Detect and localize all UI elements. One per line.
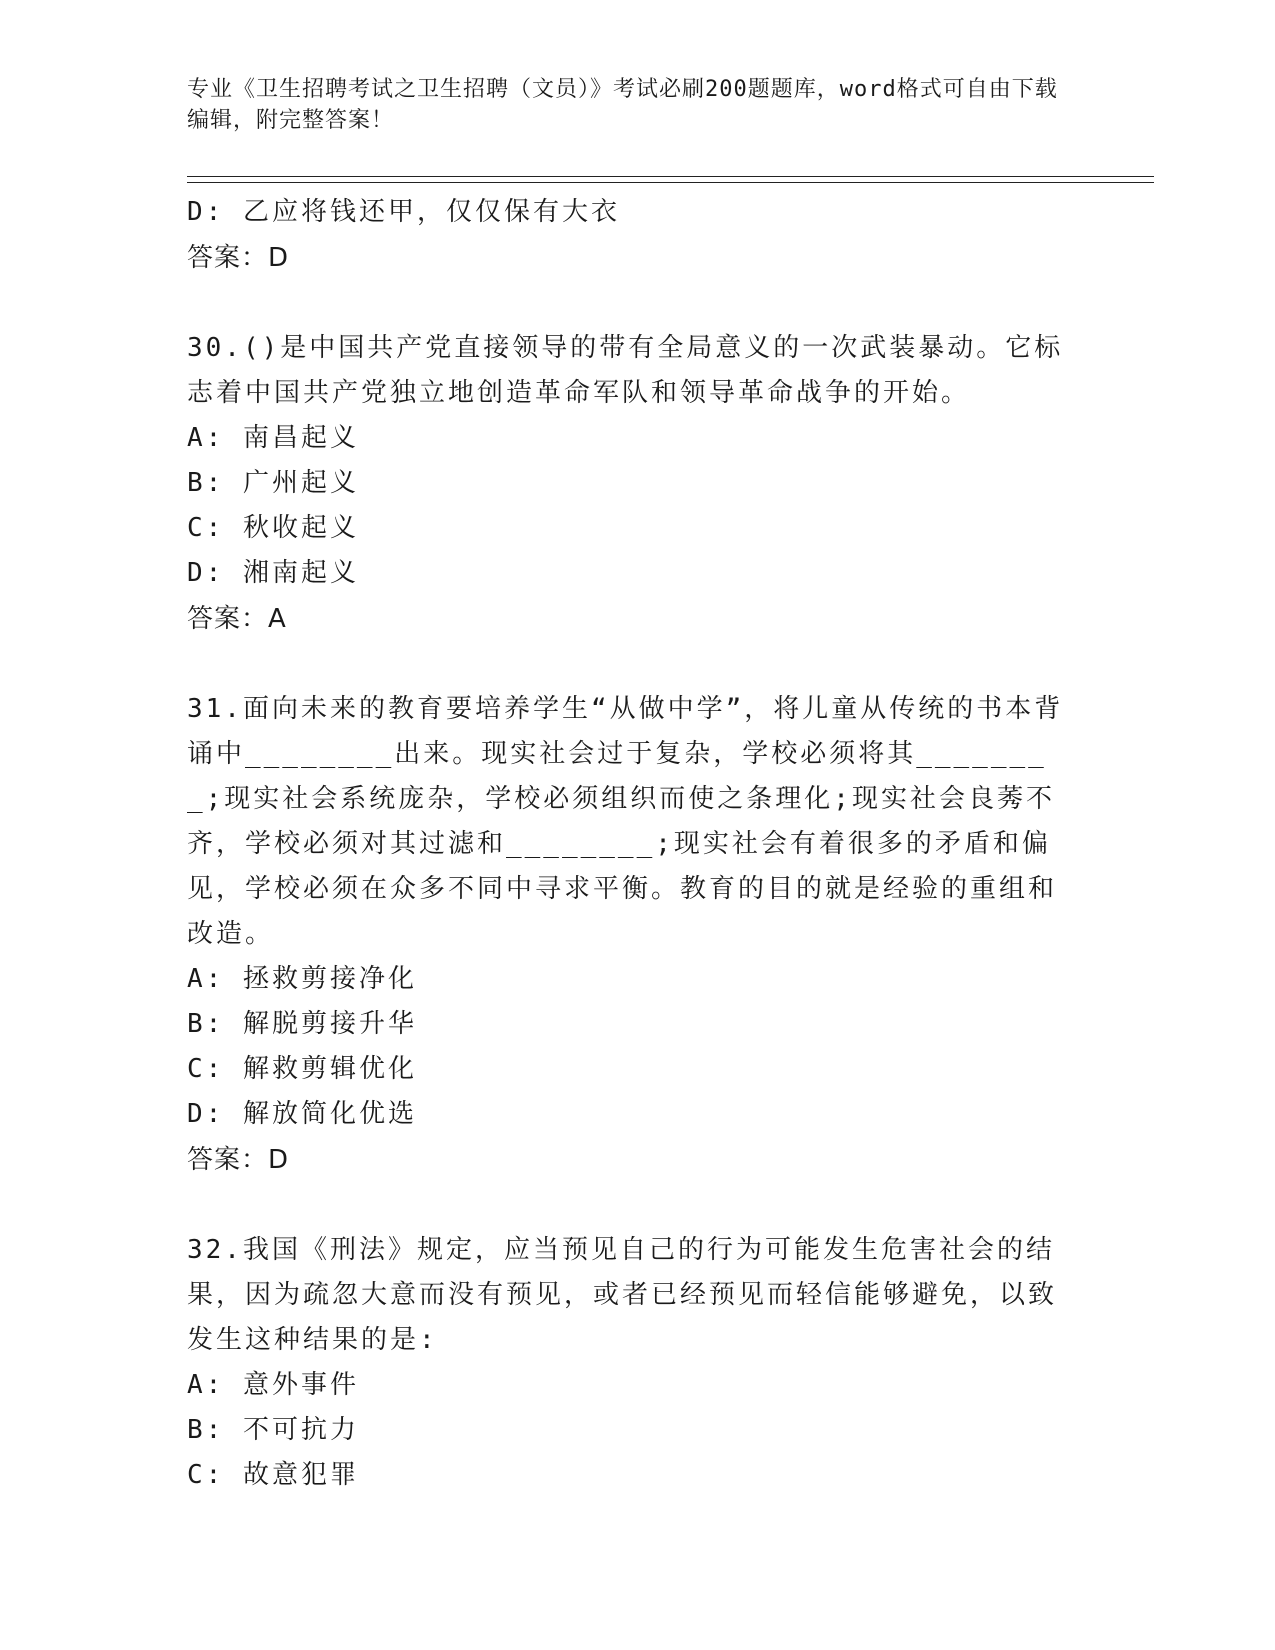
question-31 <box>187 687 1067 1183</box>
question-stem: 32.我国《刑法》规定，应当预见自己的行为可能发生危害社会的结果，因为疏忽大意而没有预见，或者已经预见而轻信能够避免，以致发生这种结果的是: <box>187 1235 1058 1355</box>
question-30 <box>187 326 1067 642</box>
option-b: B: 不可抗力 <box>187 1415 359 1445</box>
question-stem: 31.面向未来的教育要培养学生“从做中学”，将儿童从传统的书本背诵中________出来。现实社会过于复杂，学校必须将其________;现实社会系统庞杂，学校必须组织而使之条理化;现实社会良莠不齐，学校必须对其过滤和________;现实社会有着很多的矛盾和偏见，学校必须在众多不同中寻求平衡。教育的目的就是经验的重组和改造。 <box>187 694 1064 949</box>
header-divider-bottom <box>187 182 1154 183</box>
option-b: B: 广州起义 <box>187 468 359 498</box>
option-c: C: 故意犯罪 <box>187 1460 359 1490</box>
option-a: A: 意外事件 <box>187 1370 359 1400</box>
answer: 答案：D <box>187 243 290 273</box>
answer: 答案：D <box>187 1145 290 1175</box>
header-divider-top <box>187 176 1154 177</box>
answer: 答案：A <box>187 604 287 634</box>
question-29 <box>187 190 1067 281</box>
option-d: D: 湘南起义 <box>187 558 359 588</box>
option-c: C: 秋收起义 <box>187 513 359 543</box>
option-d: D: 乙应将钱还甲，仅仅保有大衣 <box>187 197 620 227</box>
option-a: A: 拯救剪接净化 <box>187 964 417 994</box>
question-stem: 30.()是中国共产党直接领导的带有全局意义的一次武装暴动。它标志着中国共产党独立地创造革命军队和领导革命战争的开始。 <box>187 333 1064 408</box>
document-header: 专业《卫生招聘考试之卫生招聘（文员）》考试必刷200题题库，word格式可自由下载编辑，附完整答案！ <box>187 77 1058 133</box>
option-c: C: 解救剪辑优化 <box>187 1054 417 1084</box>
option-d: D: 解放简化优选 <box>187 1099 417 1129</box>
question-list <box>187 190 1067 1498</box>
question-32 <box>187 1228 1067 1498</box>
option-a: A: 南昌起义 <box>187 423 359 453</box>
option-b: B: 解脱剪接升华 <box>187 1009 417 1039</box>
